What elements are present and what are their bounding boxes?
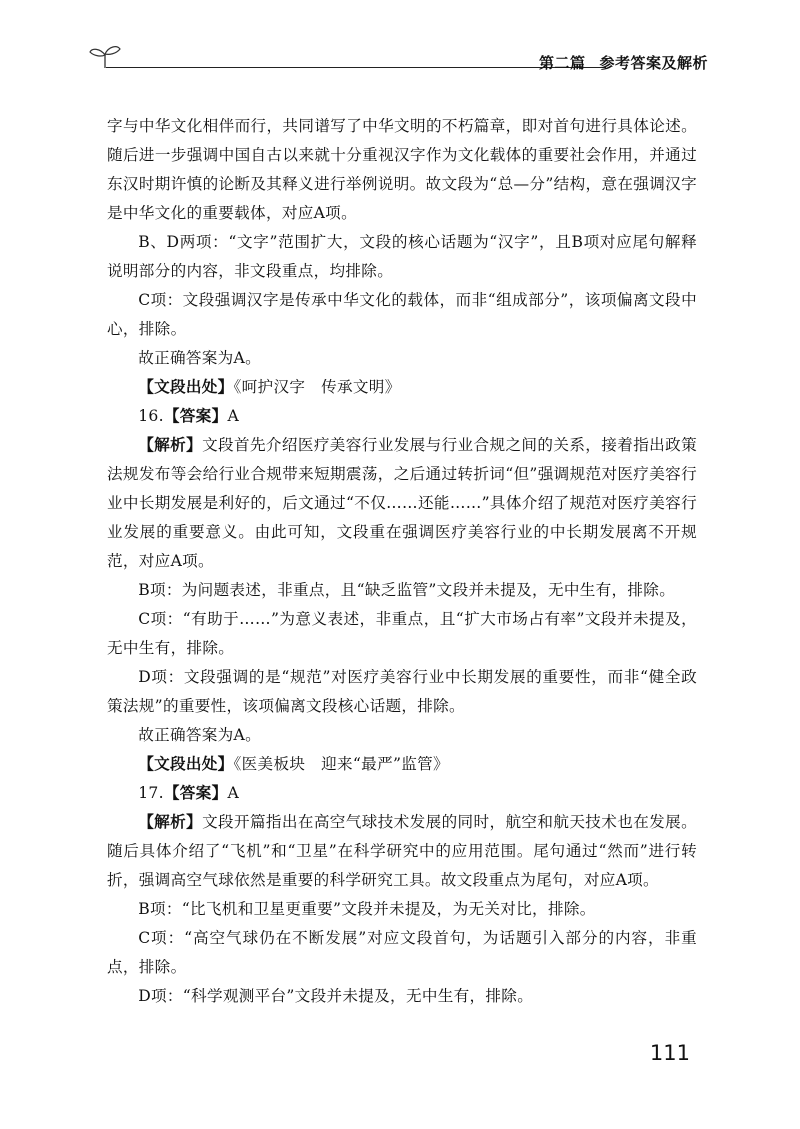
header-title <box>539 52 708 73</box>
header-section: 参考答案及解析 <box>599 54 708 72</box>
paragraph: 故正确答案为A。 <box>138 726 262 744</box>
paragraph: B项：为问题表述，非重点，且“缺乏监管”文段并未提及，无中生有，排除。 <box>138 581 676 599</box>
analysis-text: 文段开篇指出在高空气球技术发展的同时，航空和航天技术也在发展。随后具体介绍了“飞机”和“卫星”在科学研究中的应用范围。尾句通过“然而”进行转折，强调高空气球依然是重要的科学研究工具。故文段重点为尾句，对应A项。 <box>107 813 697 889</box>
paragraph: 字与中华文化相伴而行，共同谱写了中华文明的不朽篇章，即对首句进行具体论述。随后进一步强调中国自古以来就十分重视汉字作为文化载体的重要社会作用，并通过东汉时期许慎的论断及其释义进行举例说明。故文段为“总—分”结构，意在强调汉字是中华文化的重要载体，对应A项。 <box>107 117 697 222</box>
analysis-paragraph <box>107 431 697 576</box>
answer-line <box>107 402 697 431</box>
paragraph: B、D两项：“文字”范围扩大，文段的核心话题为“汉字”，且B项对应尾句解释说明部分的内容，非文段重点，均排除。 <box>107 233 697 280</box>
source-line <box>107 373 697 402</box>
sprout-icon <box>88 40 122 74</box>
paragraph: C项：“有助于……”为意义表述，非重点，且“扩大市场占有率”文段并未提及，无中生有，排除。 <box>107 610 697 657</box>
source-text: 《呵护汉字 传承文明》 <box>233 378 401 396</box>
analysis-paragraph <box>107 808 697 895</box>
paragraph: D项：“科学观测平台”文段并未提及，无中生有，排除。 <box>138 987 534 1005</box>
analysis-label: 【解析】 <box>138 436 203 454</box>
header-part: 第二篇 <box>538 54 586 72</box>
paragraph: C项：“高空气球仍在不断发展”对应文段首句，为话题引入部分的内容，非重点，排除。 <box>107 929 697 976</box>
page-header <box>88 40 708 74</box>
paragraph: B项：“比飞机和卫星更重要”文段并未提及，为无关对比，排除。 <box>138 900 596 918</box>
answer-analysis-body <box>107 112 697 1011</box>
answer-line <box>107 779 697 808</box>
source-label: 【文段出处】 <box>138 378 234 396</box>
answer-label: 【答案】 <box>163 784 228 802</box>
answer-value: A <box>227 784 240 802</box>
answer-value: A <box>227 407 240 425</box>
question-number: 17. <box>138 784 164 802</box>
source-label: 【文段出处】 <box>138 755 234 773</box>
paragraph: 故正确答案为A。 <box>138 349 262 367</box>
analysis-text: 文段首先介绍医疗美容行业发展与行业合规之间的关系，接着指出政策法规发布等会给行业合规带来短期震荡，之后通过转折词“但”强调规范对医疗美容行业中长期发展是利好的，后文通过“不仅……还能……”具体介绍了规范对医疗美容行业发展的重要意义。由此可知，文段重在强调医疗美容行业的中长期发展离不开规范，对应A项。 <box>107 436 697 570</box>
source-line <box>107 750 697 779</box>
paragraph: D项：文段强调的是“规范”对医疗美容行业中长期发展的重要性，而非“健全政策法规”的重要性，该项偏离文段核心话题，排除。 <box>107 668 697 715</box>
source-text: 《医美板块 迎来“最严”监管》 <box>233 755 449 773</box>
paragraph: C项：文段强调汉字是传承中华文化的载体，而非“组成部分”，该项偏离文段中心，排除。 <box>107 291 697 338</box>
header-rule <box>106 67 606 68</box>
analysis-label: 【解析】 <box>138 813 203 831</box>
page-number: 111 <box>649 1041 690 1065</box>
question-number: 16. <box>138 407 164 425</box>
answer-label: 【答案】 <box>163 407 228 425</box>
